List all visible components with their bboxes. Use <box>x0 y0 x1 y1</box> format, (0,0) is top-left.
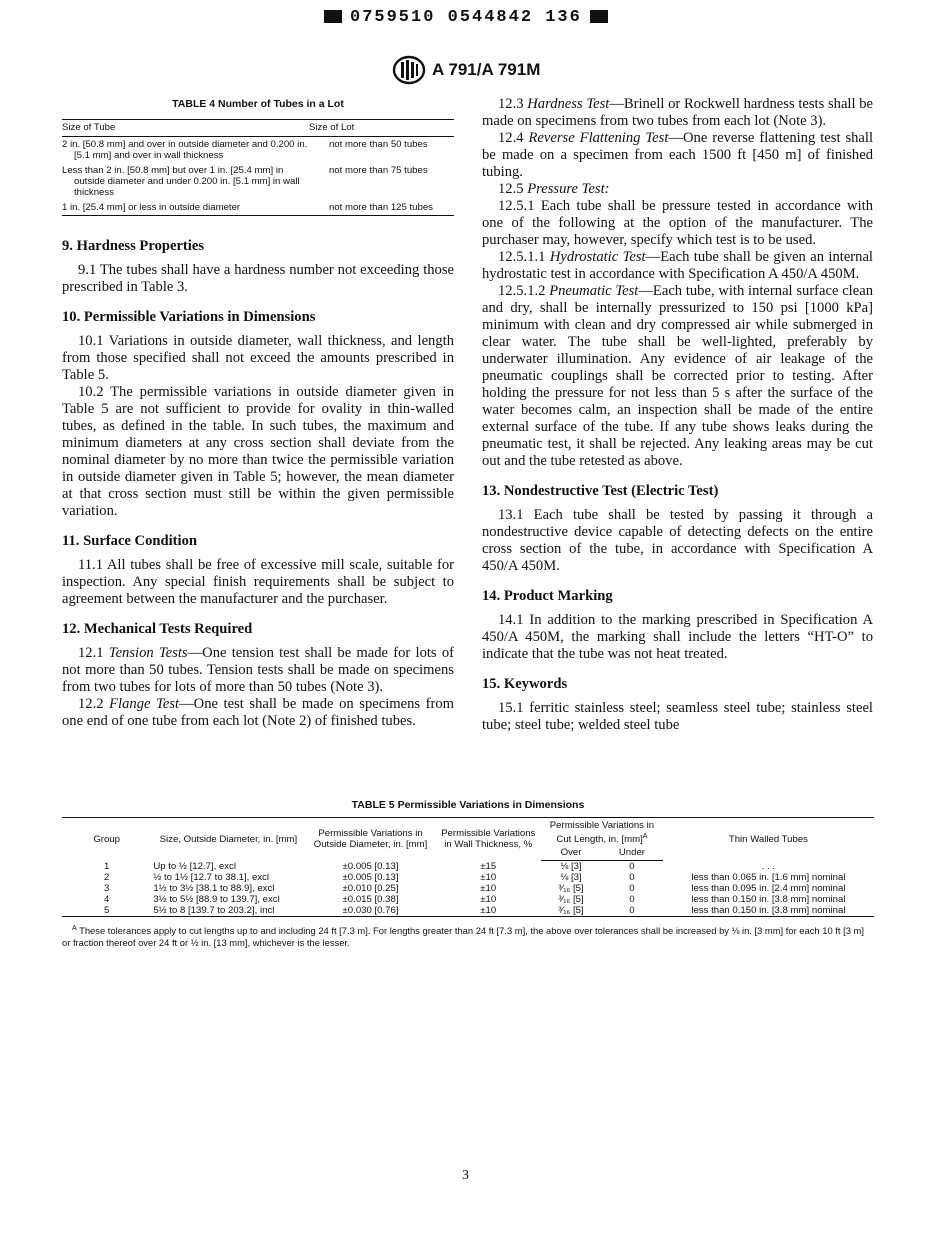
page-header <box>392 55 540 85</box>
table-cell: ±15 <box>480 860 497 872</box>
table-cell: Up to ½ [12.7], excl <box>153 860 236 872</box>
table-cell: 3½ to 5½ [88.9 to 139.7], excl <box>153 894 280 906</box>
table-cell: 1 in. [25.4 mm] or less in outside diameter <box>62 200 309 216</box>
table-cell: 0 <box>629 861 635 873</box>
table4-header-lot: Size of Lot <box>309 120 454 137</box>
table5-header-under: Under <box>601 847 663 861</box>
table5 <box>62 817 874 917</box>
paragraph-14-1: 14.1 In addition to the marking prescribed in Specification A 450/A 450M, the marking shall include the letters “HT-O” to indicate that the tube was not heat treated. <box>482 612 873 662</box>
table4-header-row <box>62 120 454 137</box>
table-cell: ±0.010 [0.25] <box>342 883 399 895</box>
section-heading-13: 13. Nondestructive Test (Electric Test) <box>482 483 719 499</box>
table-cell: 4 <box>103 894 110 906</box>
table-cell: 1½ to 3½ [38.1 to 88.9], excl <box>153 883 275 895</box>
paragraph-12-1: 12.1 Tension Tests—One tension test shall be made for lots of not more than 50 tubes. Tension tests shall be made on specimens from two tubes for lots of more than 50 tubes (Note 3). <box>62 645 454 695</box>
table-cell: ±10 <box>480 872 497 884</box>
paragraph-13-1: 13.1 Each tube shall be tested by passing it through a nondestructive device capable of detecting defects on the entire cross section of the tube, in accordance with Specification A 450/A 450M. <box>482 507 873 574</box>
table-cell: not more than 125 tubes <box>309 200 454 216</box>
table-row <box>62 894 874 905</box>
table-cell: 0 <box>629 872 635 884</box>
table-cell: less than 0.150 in. [3.8 mm] nominal <box>663 905 874 917</box>
table-cell: Less than 2 in. [50.8 mm] but over 1 in. [25.4 mm] in outside diameter and under 0.200 in. [5.1 mm] in wall thickness <box>62 165 300 198</box>
table-cell: 2 in. [50.8 mm] and over in outside diameter and 0.200 in. [5.1 mm] and over in wall thickness <box>62 139 308 161</box>
table-cell: 0 <box>629 894 635 906</box>
paragraph-12-5-1-1: 12.5.1.1 Hydrostatic Test—Each tube shall be given an internal hydrostatic test in accordance with Specification A 450/A 450M. <box>482 249 873 282</box>
table-cell: 0 <box>601 905 663 917</box>
table-row <box>62 905 874 917</box>
table5-header-wall: Permissible Variations in Wall Thickness, % <box>435 818 541 861</box>
table-cell: ±0.005 [0.13] <box>342 860 399 872</box>
astm-logo-icon <box>392 55 426 85</box>
page-number: 3 <box>462 1168 469 1183</box>
barcode-strip <box>316 8 616 27</box>
table-cell: 5 <box>62 905 151 917</box>
paragraph-12-5: 12.5 Pressure Test: <box>498 181 610 197</box>
table-cell: less than 0.095 in. [2.4 mm] nominal <box>691 883 846 895</box>
paragraph-12-4: 12.4 Reverse Flattening Test—One reverse flattening test shall be made on a specimen from each 1500 ft [450 m] of finished tubing. <box>482 130 874 180</box>
table-cell: ±0.015 [0.38] <box>342 894 399 906</box>
table-cell: 1 <box>103 860 110 872</box>
table-cell: . . . <box>761 860 776 872</box>
table-cell: ±10 <box>480 894 497 906</box>
table-cell: ½ to 1½ [12.7 to 38.1], excl <box>153 872 270 884</box>
table-cell: ±10 <box>435 905 541 917</box>
table-cell: 0 <box>629 883 635 895</box>
barcode-number: 0759510 0544842 136 <box>350 8 582 27</box>
table-cell: ±0.030 [0.76] <box>306 905 436 917</box>
right-column <box>482 96 873 734</box>
paragraph-12-5-1: 12.5.1 Each tube shall be pressure tested in accordance with one of the following at the option of the manufacturer. The purchaser may, however, specify which test is to be used. <box>482 198 873 248</box>
paragraph-12-2: 12.2 Flange Test—One test shall be made on specimens from one end of one tube from each lot (Note 2) of finished tubes. <box>62 696 455 729</box>
barcode-block-left <box>324 10 342 23</box>
table5-block <box>62 799 874 949</box>
section-heading-9: 9. Hardness Properties <box>62 238 205 254</box>
table4 <box>62 119 454 216</box>
table-cell: less than 0.150 in. [3.8 mm] nominal <box>691 894 846 906</box>
table-cell: 5½ to 8 [139.7 to 203.2], incl <box>151 905 305 917</box>
section-heading-11: 11. Surface Condition <box>62 533 198 549</box>
paragraph-11-1: 11.1 All tubes shall be free of excessive mill scale, suitable for inspection. Any special finish requirements shall be subject to agreement between the manufacturer and the purchaser. <box>62 557 454 607</box>
table-cell: ³⁄₁₆ [5] <box>558 883 584 895</box>
table-row <box>62 883 874 894</box>
table-cell: ±10 <box>480 883 497 895</box>
table-row <box>62 872 874 883</box>
table-cell: ⅛ [3] <box>560 861 582 873</box>
paragraph-15-1: 15.1 ferritic stainless steel; seamless steel tube; stainless steel tube; steel tube; welded steel tube <box>482 700 873 733</box>
table5-header-over: Over <box>541 847 601 861</box>
table5-header-row <box>62 818 874 848</box>
barcode-block-right <box>590 10 608 23</box>
table-cell: 3 <box>103 883 110 895</box>
table-cell: not more than 50 tubes <box>328 139 428 150</box>
table-cell: ³⁄₁₆ [5] <box>541 905 601 917</box>
section-heading-12: 12. Mechanical Tests Required <box>62 621 253 637</box>
table-cell: ⅛ [3] <box>560 872 582 884</box>
paragraph-9-1: 9.1 The tubes shall have a hardness number not exceeding those prescribed in Table 3. <box>62 262 454 295</box>
table-row <box>62 163 454 200</box>
table5-header-group: Group <box>62 818 151 861</box>
paragraph-10-1: 10.1 Variations in outside diameter, wall thickness, and length from those specified shall not exceed the amounts prescribed in Table 5. <box>62 333 454 383</box>
table5-header-size: Size, Outside Diameter, in. [mm] <box>151 818 305 861</box>
left-column <box>62 96 454 730</box>
paragraph-12-3: 12.3 Hardness Test—Brinell or Rockwell hardness tests shall be made on specimens from two tubes from each lot (Note 3). <box>482 96 873 129</box>
table-cell: less than 0.065 in. [1.6 mm] nominal <box>691 872 846 884</box>
table5-header-thin: Thin Walled Tubes <box>663 818 874 861</box>
table4-title: TABLE 4 Number of Tubes in a Lot <box>172 98 344 110</box>
table5-footnote: $^A$ These tolerances apply to cut lengths up to and including 24 ft [7.3 m]. For lengths greater than 24 ft [7.3 m], the above over tolerances shall be increased by ⅛ in. [3 mm] for each 10 ft [3 m] or fraction thereof over 24 ft or ½ in. [13 mm], whichever is the lesser. <box>62 925 864 949</box>
section-heading-14: 14. Product Marking <box>482 588 613 604</box>
table-cell: not more than 75 tubes <box>328 165 428 176</box>
table-cell: 2 <box>103 872 110 884</box>
paragraph-12-5-1-2: 12.5.1.2 Pneumatic Test—Each tube, with internal surface clean and dry, shall be internally pressurized to 150 psi [1000 kPa] minimum with clean and dry compressed air while submerged in clear water. The tube shall be well-lighted, preferably by underwater illumination. Any evidence of air leakage of the pneumatic couplings shall be corrected prior to testing. After holding the pressure for not less than 5 s after the surface of the water becomes calm, an inspection shall be made of the entire external surface of the tube. If any tube shows leaks during the pneumatic test, it shall be rejected. Any leaking areas may be cut out and the tube retested as above. <box>482 283 873 469</box>
table-cell: ³⁄₁₆ [5] <box>558 894 584 906</box>
table5-title: TABLE 5 Permissible Variations in Dimensions <box>351 799 585 811</box>
paragraph-10-2: 10.2 The permissible variations in outside diameter given in Table 5 are not sufficient to provide for ovality in thin-walled tubes, as defined in the table. In such tubes, the maximum and minimum diameters at any cross section shall deviate from the nominal diameter by no more than twice the permissible variation in outside diameter given in Table 5; however, the mean diameter at that cross section must still be within the given permissible variation. <box>62 384 454 519</box>
table5-header-od: Permissible Variations in Outside Diameter, in. [mm] <box>306 818 436 861</box>
table-row <box>62 137 454 164</box>
section-heading-15: 15. Keywords <box>482 676 568 692</box>
table-row <box>62 200 454 216</box>
section-heading-10: 10. Permissible Variations in Dimensions <box>62 309 316 325</box>
standard-designation: A 791/A 791M <box>432 60 541 79</box>
table-row <box>62 861 874 873</box>
table-cell: ±0.005 [0.13] <box>342 872 399 884</box>
table4-header-size: Size of Tube <box>62 120 309 137</box>
table5-header-cut: Permissible Variations in Cut Length, in. [mm]$^A$ <box>541 818 663 848</box>
